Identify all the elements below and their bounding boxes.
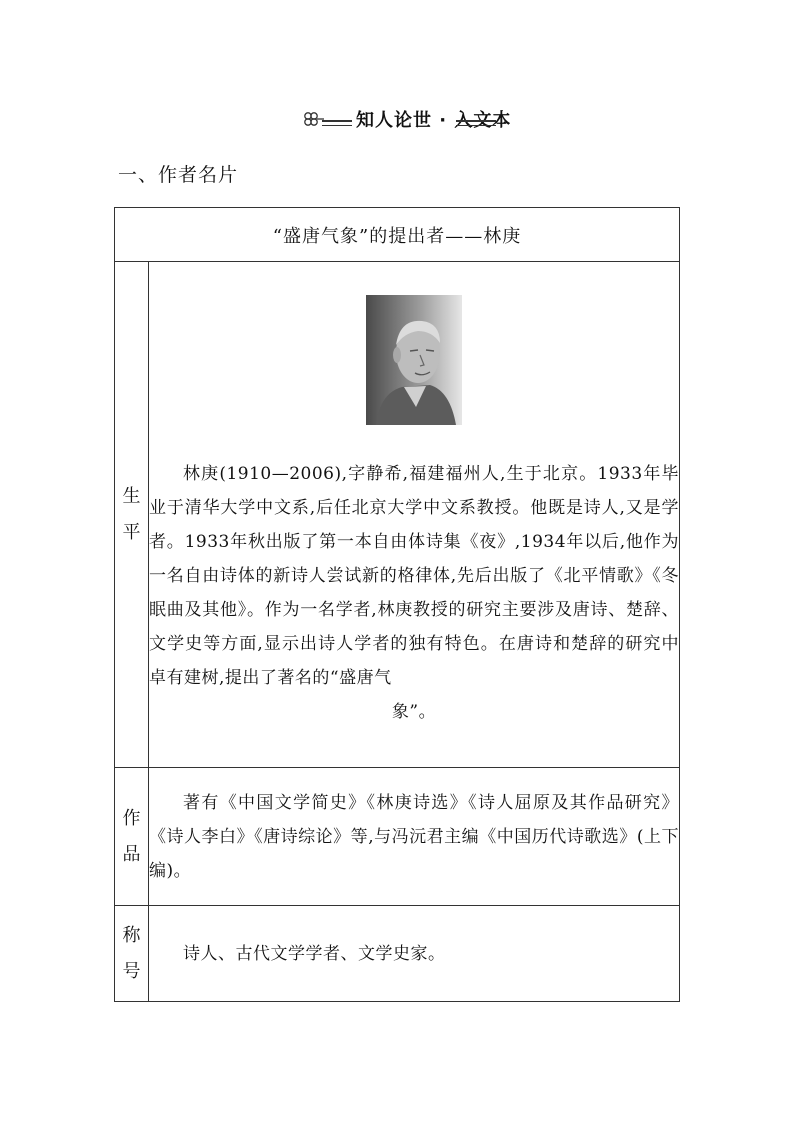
life-row bbox=[115, 262, 680, 768]
titles-row bbox=[115, 906, 680, 1002]
works-label-char-2: 品 bbox=[122, 843, 141, 865]
header-title: 知人论世 · 入文本 bbox=[356, 110, 512, 131]
titles-text: 诗人、古代文学学者、文学史家。 bbox=[183, 943, 446, 964]
works-content bbox=[149, 768, 680, 906]
author-card-table bbox=[114, 207, 680, 1002]
life-label-char-1: 生 bbox=[122, 485, 141, 507]
titles-content bbox=[149, 906, 680, 1002]
titles-label bbox=[115, 906, 149, 1002]
section-header bbox=[0, 104, 794, 134]
life-text-last-line: 象”。 bbox=[391, 701, 437, 722]
header-rule-left-thin bbox=[322, 125, 352, 126]
card-title-row bbox=[115, 208, 680, 262]
life-label-char-2: 平 bbox=[122, 521, 141, 543]
titles-label-char-2: 号 bbox=[122, 960, 141, 982]
life-content bbox=[149, 262, 680, 768]
titles-label-char-1: 称 bbox=[122, 924, 141, 946]
ornament-icon bbox=[302, 110, 324, 128]
life-text-block bbox=[149, 429, 679, 743]
section-heading: 一、作者名片 bbox=[118, 164, 239, 186]
card-title: “盛唐气象”的提出者——林庚 bbox=[115, 208, 680, 262]
header-rule-right-thin bbox=[456, 125, 496, 126]
works-label-char-1: 作 bbox=[122, 807, 141, 829]
header-rule-left bbox=[322, 120, 352, 122]
works-row bbox=[115, 768, 680, 906]
life-text: 林庚(1910—2006),字静希,福建福州人,生于北京。1933年毕业于清华大学中文系,后任北京大学中文系教授。他既是诗人,又是学者。1933年秋出版了第一本自由体诗集《夜》,1934年以后,他作为一名自由诗体的新诗人尝试新的格律体,先后出版了《北平情歌》《冬眠曲及其他》。作为一名学者,林庚教授的研究主要涉及唐诗、楚辞、文学史等方面,显示出诗人学者的独有特色。在唐诗和楚辞的研究中卓有建树,提出了著名的“盛唐气 bbox=[149, 463, 679, 688]
life-label bbox=[115, 262, 149, 768]
author-portrait-image bbox=[366, 295, 462, 425]
works-text: 著有《中国文学简史》《林庚诗选》《诗人屈原及其作品研究》《诗人李白》《唐诗综论》等,与冯沅君主编《中国历代诗歌选》(上下编)。 bbox=[149, 792, 679, 881]
portrait-wrap bbox=[149, 287, 679, 429]
works-label bbox=[115, 768, 149, 906]
header-rule-right bbox=[456, 120, 496, 122]
